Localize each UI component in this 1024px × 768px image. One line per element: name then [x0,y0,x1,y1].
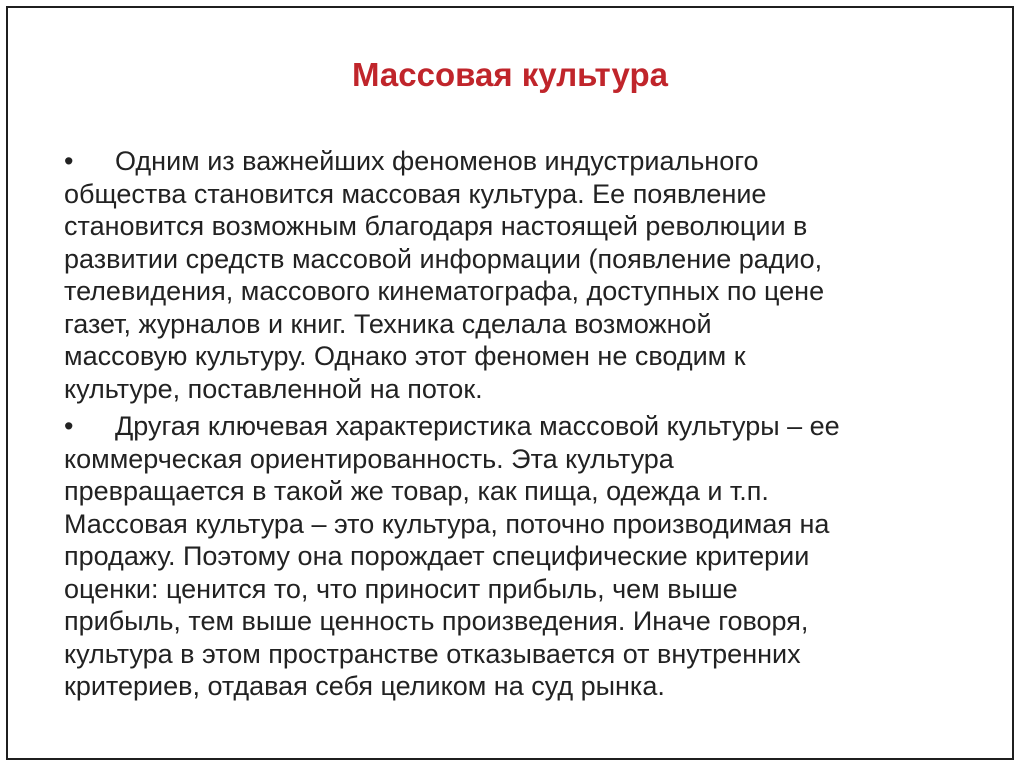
bullet-icon: • [64,146,74,176]
slide [6,6,1014,760]
bullet-item-2 [64,410,964,703]
bullet-list [64,145,964,708]
bullet-text-1: Одним из важнейших феноменов индустриального общества становится массовая культура. Ее появление становится возможным благодаря настоящей революции в развитии средств массовой информации (появление радио, телевидения, массового кинематографа, доступных по цене газет, журналов и книг. Техника сделала возможной массовую культуру. Однако этот феномен не сводим к культуре, поставленной на поток. [64,146,825,404]
bullet-text-2: Другая ключевая характеристика массовой культуры – ее коммерческая ориентированность. Эта культура превращается в такой же товар, как пища, одежда и т.п. Массовая культура – это культура, поточно производимая на продажу. Поэтому она порождает специфические критерии оценки: ценится то, что приносит прибыль, чем выше прибыль, тем выше ценность произведения. Иначе говоря, культура в этом пространстве отказывается от внутренних критериев, отдавая себя целиком на суд рынка. [64,411,840,701]
slide-title: Массовая культура [352,56,668,93]
bullet-item-1 [64,145,964,405]
bullet-icon: • [64,411,74,441]
